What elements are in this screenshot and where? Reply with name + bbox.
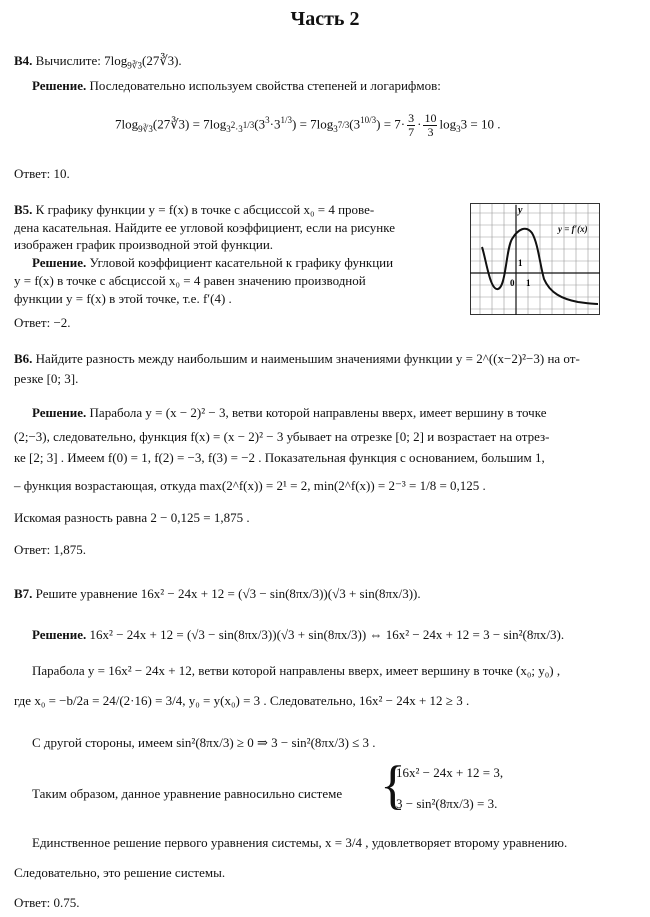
b6-solution-line-4: – функция возрастающая, откуда max(2^f(x)) = 2¹ = 2, min(2^f(x)) = 2⁻³ = 1/8 = 0,125 . bbox=[14, 478, 486, 493]
system-brace: { bbox=[380, 755, 406, 815]
b7-task: B7. Решите уравнение 16x² − 24x + 12 = (√3 − sin(8πx/3))(√3 + sin(8πx/3)). bbox=[14, 586, 421, 601]
b6-task-line-2: резке [0; 3]. bbox=[14, 371, 79, 386]
b7-solution-line-5: Таким образом, данное уравнение равносильно системе bbox=[32, 786, 343, 801]
graph-frame bbox=[471, 204, 600, 315]
b4-formula: $7\log_{9∛3}(27∛3) = 7\log_{3^2\cdot 3^{1/3}}(3^3\cdot 3^{1/3}) = 7\log_{3^{7/3}}(3^{10/3}) = 7\cdot$ $\frac{3}{7}$ · $\frac{10}{3}$ $\log_33 = 10$ . bbox=[115, 111, 501, 139]
x-unit-label: 1 bbox=[526, 278, 531, 288]
b7-solution-line-1: Решение. 16x² − 24x + 12 = (√3 − sin(8πx/3))(√3 + sin(8πx/3)) ⇔ 16x² − 24x + 12 = 3 − sin²(8πx/3). bbox=[32, 627, 565, 642]
b5-solution-line-3: функции y = f(x) в этой точке, т.е. f′(4) . bbox=[14, 291, 232, 306]
system-equation-1: 16x² − 24x + 12 = 3, bbox=[396, 765, 504, 780]
b6-solution-line-2: (2;−3), следовательно, функция f(x) = (x − 2)² − 3 убывает на отрезке [0; 2] и возрастает на отрез- bbox=[14, 429, 550, 444]
page-title: Часть 2 bbox=[290, 8, 360, 30]
b6-solution-line-3: ке [2; 3] . Имеем f(0) = 1, f(2) = −3, f(3) = −2 . Показательная функция с основанием, большим 1, bbox=[14, 450, 545, 465]
b4-solution-intro: Решение. Последовательно используем свойства степеней и логарифмов: bbox=[32, 78, 441, 93]
b6-solution-line-5: Искомая разность равна 2 − 0,125 = 1,875 . bbox=[14, 510, 250, 525]
b7-solution-line-4: С другой стороны, имеем sin²(8πx/3) ≥ 0 ⇒ 3 − sin²(8πx/3) ≤ 3 . bbox=[32, 735, 376, 750]
origin-label: 0 bbox=[510, 278, 515, 288]
system-equation-2: 3 − sin²(8πx/3) = 3. bbox=[396, 796, 498, 811]
b5-task-line-1: B5. К графику функции y = f(x) в точке с абсциссой x₀ = 4 прове- bbox=[14, 202, 375, 217]
b4-expression: $7\log_{9∛3}(27∛3)$. bbox=[104, 53, 182, 71]
b6-task-line-1: B6. Найдите разность между наибольшим и наименьшим значениями функции y = 2^((x−2)²−3) на от- bbox=[14, 351, 580, 366]
b4-answer: Ответ: 10. bbox=[14, 166, 70, 181]
b7-solution-line-7: Следовательно, это решение системы. bbox=[14, 865, 226, 880]
b7-answer: Ответ: 0.75. bbox=[14, 895, 80, 910]
b5-solution-line-2: y = f(x) в точке с абсциссой x₀ = 4 равен значению производной bbox=[14, 273, 366, 288]
b7-solution-line-6: Единственное решение первого уравнения системы, x = 3/4 , удовлетворяет второму уравнению. bbox=[32, 835, 568, 850]
b5-answer: Ответ: −2. bbox=[14, 315, 71, 330]
b5-task-line-3: изображен график производной этой функции. bbox=[14, 237, 274, 252]
y-unit-label: 1 bbox=[518, 258, 523, 268]
b7-solution-line-2: Парабола y = 16x² − 24x + 12, ветви которой направлены вверх, имеет вершину в точке (x₀; y₀) , bbox=[32, 663, 561, 678]
b5-solution-line-1: Решение. Угловой коэффициент касательной к графику функции bbox=[32, 255, 394, 270]
b4-task: B4. Вычислите: $7\log_{9∛3}(27∛3)$. bbox=[14, 53, 182, 71]
derivative-graph bbox=[470, 203, 600, 315]
b4-label: B4. bbox=[14, 53, 33, 68]
b6-solution-line-1: Решение. Парабола y = (x − 2)² − 3, ветви которой направлены вверх, имеет вершину в точке bbox=[32, 405, 547, 420]
curve-label: y = f′(x) bbox=[558, 224, 588, 234]
b5-task-line-2: дена касательная. Найдите ее угловой коэффициент, если на рисунке bbox=[14, 220, 395, 235]
b6-answer: Ответ: 1,875. bbox=[14, 542, 86, 557]
graph-grid bbox=[470, 203, 600, 315]
b7-solution-line-3: где x₀ = −b/2a = 24/(2·16) = 3/4, y₀ = y(x₀) = 3 . Следовательно, 16x² − 24x + 12 ≥ 3 . bbox=[14, 693, 470, 708]
y-axis-label: y bbox=[518, 205, 523, 216]
